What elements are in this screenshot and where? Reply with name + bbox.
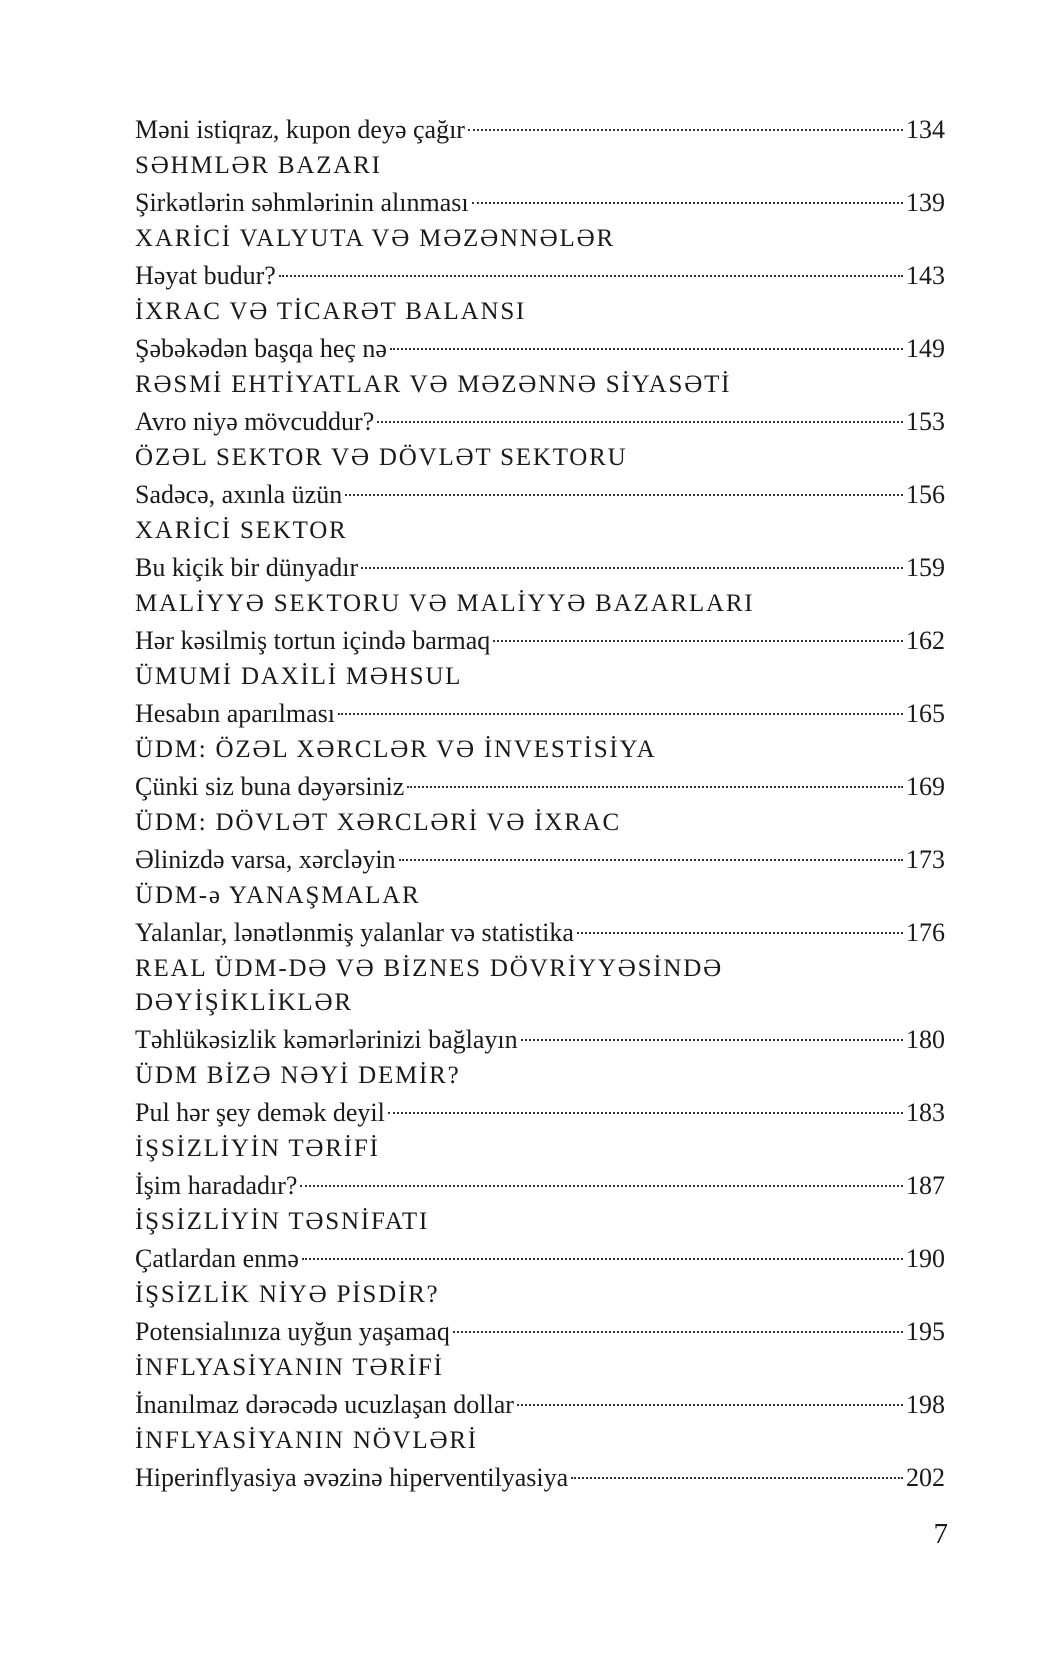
toc-entry-page: 169: [906, 772, 945, 801]
toc-entry: [135, 1385, 945, 1424]
toc-entry: [135, 694, 945, 733]
dot-leader: [302, 1258, 903, 1260]
dot-leader: [453, 1331, 903, 1333]
toc-section-heading: İNFLYASİYANIN TƏRİFİ: [135, 1354, 444, 1381]
toc-entry-title: Təhlükəsizlik kəmərlərinizi bağlayın: [135, 1025, 518, 1054]
toc-entry-title: Həyat budur?: [135, 261, 276, 290]
toc-entry-page: 165: [906, 699, 945, 728]
toc-entry: [135, 548, 945, 587]
toc-entry-title: Hesabın aparılması: [135, 699, 335, 728]
toc-entry-page: 159: [906, 553, 945, 582]
toc-entry-page: 195: [906, 1317, 945, 1346]
toc-entry-title: Avro niyə mövcuddur?: [135, 407, 375, 436]
toc-entry-page: 176: [906, 918, 945, 947]
toc-section-heading: XARİCİ SEKTOR: [135, 517, 348, 544]
toc-entry: [135, 1093, 945, 1132]
dot-leader: [472, 202, 903, 204]
dot-leader: [517, 1404, 903, 1406]
toc-entry-page: 162: [906, 626, 945, 655]
toc-entry-page: 153: [906, 407, 945, 436]
toc-section-heading: ÜDM-ə YANAŞMALAR: [135, 882, 421, 909]
toc-section-heading: ÖZƏL SEKTOR VƏ DÖVLƏT SEKTORU: [135, 444, 628, 471]
toc-entry-title: Sadəcə, axınla üzün: [135, 480, 343, 509]
toc-entry-title: Məni istiqraz, kupon deyə çağır: [135, 115, 465, 144]
toc-section-heading: ÜDM: DÖVLƏT XƏRCLƏRİ VƏ İXRAC: [135, 809, 622, 836]
toc-entry-title: Şirkətlərin səhmlərinin alınması: [135, 188, 469, 217]
toc-section-heading: XARİCİ VALYUTA VƏ MƏZƏNNƏLƏR: [135, 225, 615, 252]
toc-entry-title: Çatlardan enmə: [135, 1244, 299, 1273]
toc-entry: [135, 1166, 945, 1205]
dot-leader: [279, 275, 903, 277]
dot-leader: [390, 348, 903, 350]
dot-leader: [407, 786, 903, 788]
toc-entry: [135, 767, 945, 806]
dot-leader: [577, 932, 903, 934]
toc-entry: [135, 183, 945, 222]
toc-entry-title: Potensialınıza uyğun yaşamaq: [135, 1317, 450, 1346]
toc-entry-page: 139: [906, 188, 945, 217]
table-of-contents: [135, 110, 945, 1497]
dot-leader: [361, 567, 903, 569]
dot-leader: [521, 1039, 903, 1041]
toc-section-heading: DƏYİŞİKLİKLƏR: [135, 989, 353, 1016]
toc-entry-title: İşim haradadır?: [135, 1171, 298, 1200]
toc-section-heading: İŞSİZLİYİN TƏSNİFATI: [135, 1208, 430, 1235]
toc-entry-page: 190: [906, 1244, 945, 1273]
toc-entry: [135, 1458, 945, 1497]
toc-entry-page: 180: [906, 1025, 945, 1054]
dot-leader: [338, 713, 903, 715]
toc-entry-title: Yalanlar, lənətlənmiş yalanlar və statistika: [135, 918, 574, 947]
toc-entry-page: 202: [906, 1463, 945, 1492]
dot-leader: [300, 1185, 903, 1187]
toc-entry-title: Hiperinflyasiya əvəzinə hiperventilyasiya: [135, 1463, 569, 1492]
toc-entry: [135, 913, 945, 952]
toc-entry: [135, 329, 945, 368]
toc-entry-page: 149: [906, 334, 945, 363]
toc-entry-page: 187: [906, 1171, 945, 1200]
toc-section-heading: MALİYYƏ SEKTORU VƏ MALİYYƏ BAZARLARI: [135, 590, 755, 617]
toc-section-heading: İŞSİZLİYİN TƏRİFİ: [135, 1135, 380, 1162]
toc-entry: [135, 621, 945, 660]
dot-leader: [571, 1477, 903, 1479]
page-number: 7: [933, 1518, 948, 1550]
toc-section-heading: ÜDM: ÖZƏL XƏRCLƏR VƏ İNVESTİSİYA: [135, 736, 657, 763]
toc-entry-page: 183: [906, 1098, 945, 1127]
toc-entry: [135, 840, 945, 879]
dot-leader: [468, 129, 903, 131]
toc-section-heading: REAL ÜDM-DƏ VƏ BİZNES DÖVRİYYƏSİNDƏ: [135, 955, 723, 982]
toc-entry-title: Pul hər şey demək deyil: [135, 1098, 385, 1127]
toc-entry-page: 143: [906, 261, 945, 290]
dot-leader: [377, 421, 903, 423]
dot-leader: [345, 494, 903, 496]
toc-entry: [135, 1020, 945, 1059]
toc-entry-title: Hər kəsilmiş tortun içində barmaq: [135, 626, 491, 655]
toc-section-heading: İXRAC VƏ TİCARƏT BALANSI: [135, 298, 527, 325]
toc-entry-page: 198: [906, 1390, 945, 1419]
toc-section-heading: SƏHMLƏR BAZARI: [135, 152, 382, 179]
toc-entry-title: Əlinizdə varsa, xərcləyin: [135, 845, 396, 874]
toc-section-heading: İNFLYASİYANIN NÖVLƏRİ: [135, 1427, 478, 1454]
toc-section-heading: İŞSİZLİK NİYƏ PİSDİR?: [135, 1281, 440, 1308]
toc-section-heading: ÜDM BİZƏ NƏYİ DEMİR?: [135, 1062, 461, 1089]
toc-section-heading: RƏSMİ EHTİYATLAR VƏ MƏZƏNNƏ SİYASƏTİ: [135, 371, 732, 398]
toc-entry: [135, 256, 945, 295]
toc-entry: [135, 1239, 945, 1278]
toc-entry: [135, 1312, 945, 1351]
toc-entry: [135, 110, 945, 149]
toc-entry-page: 173: [906, 845, 945, 874]
dot-leader: [493, 640, 903, 642]
toc-entry-page: 156: [906, 480, 945, 509]
toc-entry: [135, 475, 945, 514]
toc-entry-title: Çünki siz buna dəyərsiniz: [135, 772, 405, 801]
toc-entry-title: İnanılmaz dərəcədə ucuzlaşan dollar: [135, 1390, 514, 1419]
dot-leader: [388, 1112, 903, 1114]
toc-entry-title: Şəbəkədən başqa heç nə: [135, 334, 387, 363]
dot-leader: [399, 859, 903, 861]
toc-entry-page: 134: [906, 115, 945, 144]
toc-entry-title: Bu kiçik bir dünyadır: [135, 553, 359, 582]
toc-section-heading: ÜMUMİ DAXİLİ MƏHSUL: [135, 663, 463, 690]
toc-entry: [135, 402, 945, 441]
